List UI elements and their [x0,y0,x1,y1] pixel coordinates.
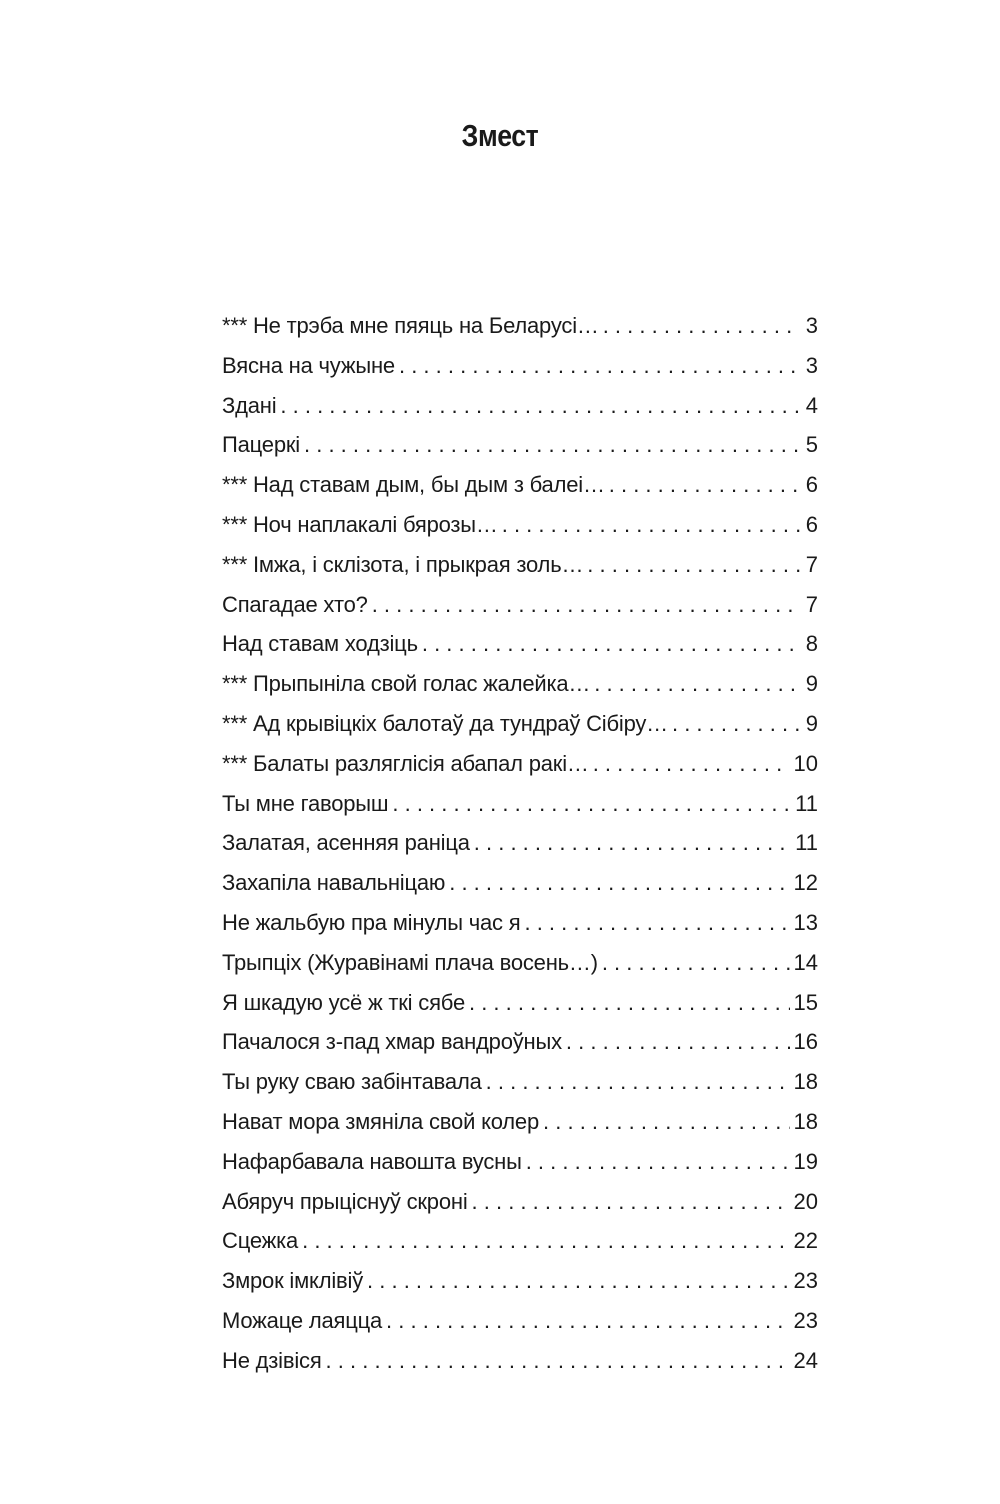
toc-entry-title: *** Балаты разляглісія абапал ракі… [222,750,589,776]
toc-dot-leader [422,624,800,664]
toc-entry-page-number: 23 [793,1268,818,1294]
toc-entry [222,1261,818,1301]
toc-dot-leader [502,505,800,545]
toc-entry [222,306,818,346]
toc-entry-page-number: 20 [793,1188,818,1214]
toc-entry-page-number: 4 [805,392,818,418]
toc-dot-leader [392,784,791,824]
toc-entry-title: Залатая, асенняя раніца [222,830,470,856]
toc-dot-leader [486,1062,790,1102]
toc-entry-title: Ты мне гаворыш [222,790,389,816]
toc-entry-page-number: 23 [793,1307,818,1333]
toc-dot-leader [526,1142,790,1182]
toc-entry [222,386,818,426]
toc-entry-page-number: 16 [793,1029,818,1055]
toc-entry-title: *** Імжа, і склізота, і прыкрая золь… [222,551,584,577]
toc-entry-page-number: 6 [805,472,818,498]
toc-entry-page-number: 14 [793,949,818,975]
toc-entry [222,1182,818,1222]
toc-entry [222,1102,818,1142]
toc-entry [222,585,818,625]
toc-entry [222,983,818,1023]
toc-entry [222,1301,818,1341]
toc-entry-page-number: 24 [793,1347,818,1373]
toc-entry [222,545,818,585]
toc-entry-page-number: 8 [805,631,818,657]
toc-entry-page-number: 3 [805,352,818,378]
toc-dot-leader [302,1221,789,1261]
toc-entry-page-number: 10 [793,750,818,776]
toc-entry [222,624,818,664]
toc-dot-leader [543,1102,790,1142]
toc-entry-page-number: 6 [805,511,818,537]
toc-entry [222,664,818,704]
toc-dot-leader [469,983,790,1023]
toc-dot-leader [593,744,790,784]
toc-dot-leader [372,585,800,625]
toc-entry-title: Я шкадую усё ж ткі сябе [222,989,465,1015]
toc-dot-leader [304,425,800,465]
toc-entry-title: Не жальбую пра мінулы час я [222,909,521,935]
toc-entry [222,465,818,505]
toc-entry [222,784,818,824]
toc-entry-page-number: 18 [793,1069,818,1095]
toc-entry-title: Нават мора змяніла свой колер [222,1108,540,1134]
toc-dot-leader [367,1261,790,1301]
toc-entry-title: *** Ад крывіцкіх балотаў да тундраў Сібіру… [222,710,668,736]
toc-entry-title: *** Ноч наплакалі бярозы… [222,511,498,537]
toc-entry [222,863,818,903]
toc-entry-page-number: 9 [805,671,818,697]
toc-dot-leader [609,465,800,505]
toc-entry-title: Трыпціх (Журавінамі плача восень…) [222,949,598,975]
toc-entry [222,823,818,863]
toc-entry [222,704,818,744]
toc-entry-title: Пацеркі [222,432,300,458]
toc-entry-title: Сцежка [222,1228,299,1254]
toc-entry [222,505,818,545]
toc-dot-leader [326,1341,790,1381]
toc-dot-leader [474,823,791,863]
toc-entry-title: *** Прыпыніла свой голас жалейка… [222,671,591,697]
toc-entry-title: Не дзівіся [222,1347,322,1373]
toc-dot-leader [472,1182,790,1222]
toc-dot-leader [602,943,790,983]
toc-entry-title: Нафарбавала навошта вусны [222,1148,522,1174]
toc-entry [222,1022,818,1062]
toc-dot-leader [280,386,800,426]
toc-dot-leader [524,903,789,943]
page-title: Змест [461,118,539,153]
toc-entry-title: Пачалося з-пад хмар вандроўных [222,1029,562,1055]
toc-entry-title: Над ставам ходзіць [222,631,418,657]
toc-dot-leader [672,704,800,744]
toc-dot-leader [587,545,800,585]
toc-entry-title: Вясна на чужыне [222,352,395,378]
toc-entry-page-number: 11 [795,830,818,856]
toc-dot-leader [566,1022,790,1062]
toc-entry [222,744,818,784]
toc-entry [222,425,818,465]
toc-entry-page-number: 13 [793,909,818,935]
toc-entry-page-number: 7 [805,551,818,577]
toc-entry-title: Змрок імклівіў [222,1268,364,1294]
toc-entry [222,943,818,983]
toc-entry-title: Здані [222,392,277,418]
toc-dot-leader [399,346,800,386]
toc-entry [222,903,818,943]
toc-entry [222,346,818,386]
toc-entry-page-number: 5 [805,432,818,458]
toc-dot-leader [594,664,800,704]
toc-entry-title: Спагадае хто? [222,591,368,617]
toc-entry-title: Можаце лаяцца [222,1307,383,1333]
toc-entry-page-number: 9 [805,710,818,736]
toc-entry-page-number: 19 [793,1148,818,1174]
toc-entry-page-number: 7 [805,591,818,617]
toc-entry-page-number: 18 [793,1108,818,1134]
toc-entry-title: Ты руку сваю забінтавала [222,1069,482,1095]
toc-entry [222,1221,818,1261]
toc-entry-page-number: 15 [793,989,818,1015]
toc-dot-leader [449,863,789,903]
toc-entry-page-number: 3 [805,313,818,338]
table-of-contents [222,306,818,1381]
toc-entry [222,1062,818,1102]
toc-entry-page-number: 12 [793,870,818,896]
toc-entry-title: Абяруч прыціснуў скроні [222,1188,468,1214]
toc-entry-page-number: 22 [793,1228,818,1254]
toc-entry-title: Захапіла навальніцаю [222,870,446,896]
toc-entry-title: *** Не трэба мне пяяць на Беларусі… [222,313,599,338]
toc-entry [222,1142,818,1182]
toc-dot-leader [386,1301,789,1341]
toc-entry-title: *** Над ставам дым, бы дым з балеі… [222,472,605,498]
toc-entry [222,1341,818,1381]
toc-entry-page-number: 11 [795,790,818,816]
toc-dot-leader [603,306,800,346]
